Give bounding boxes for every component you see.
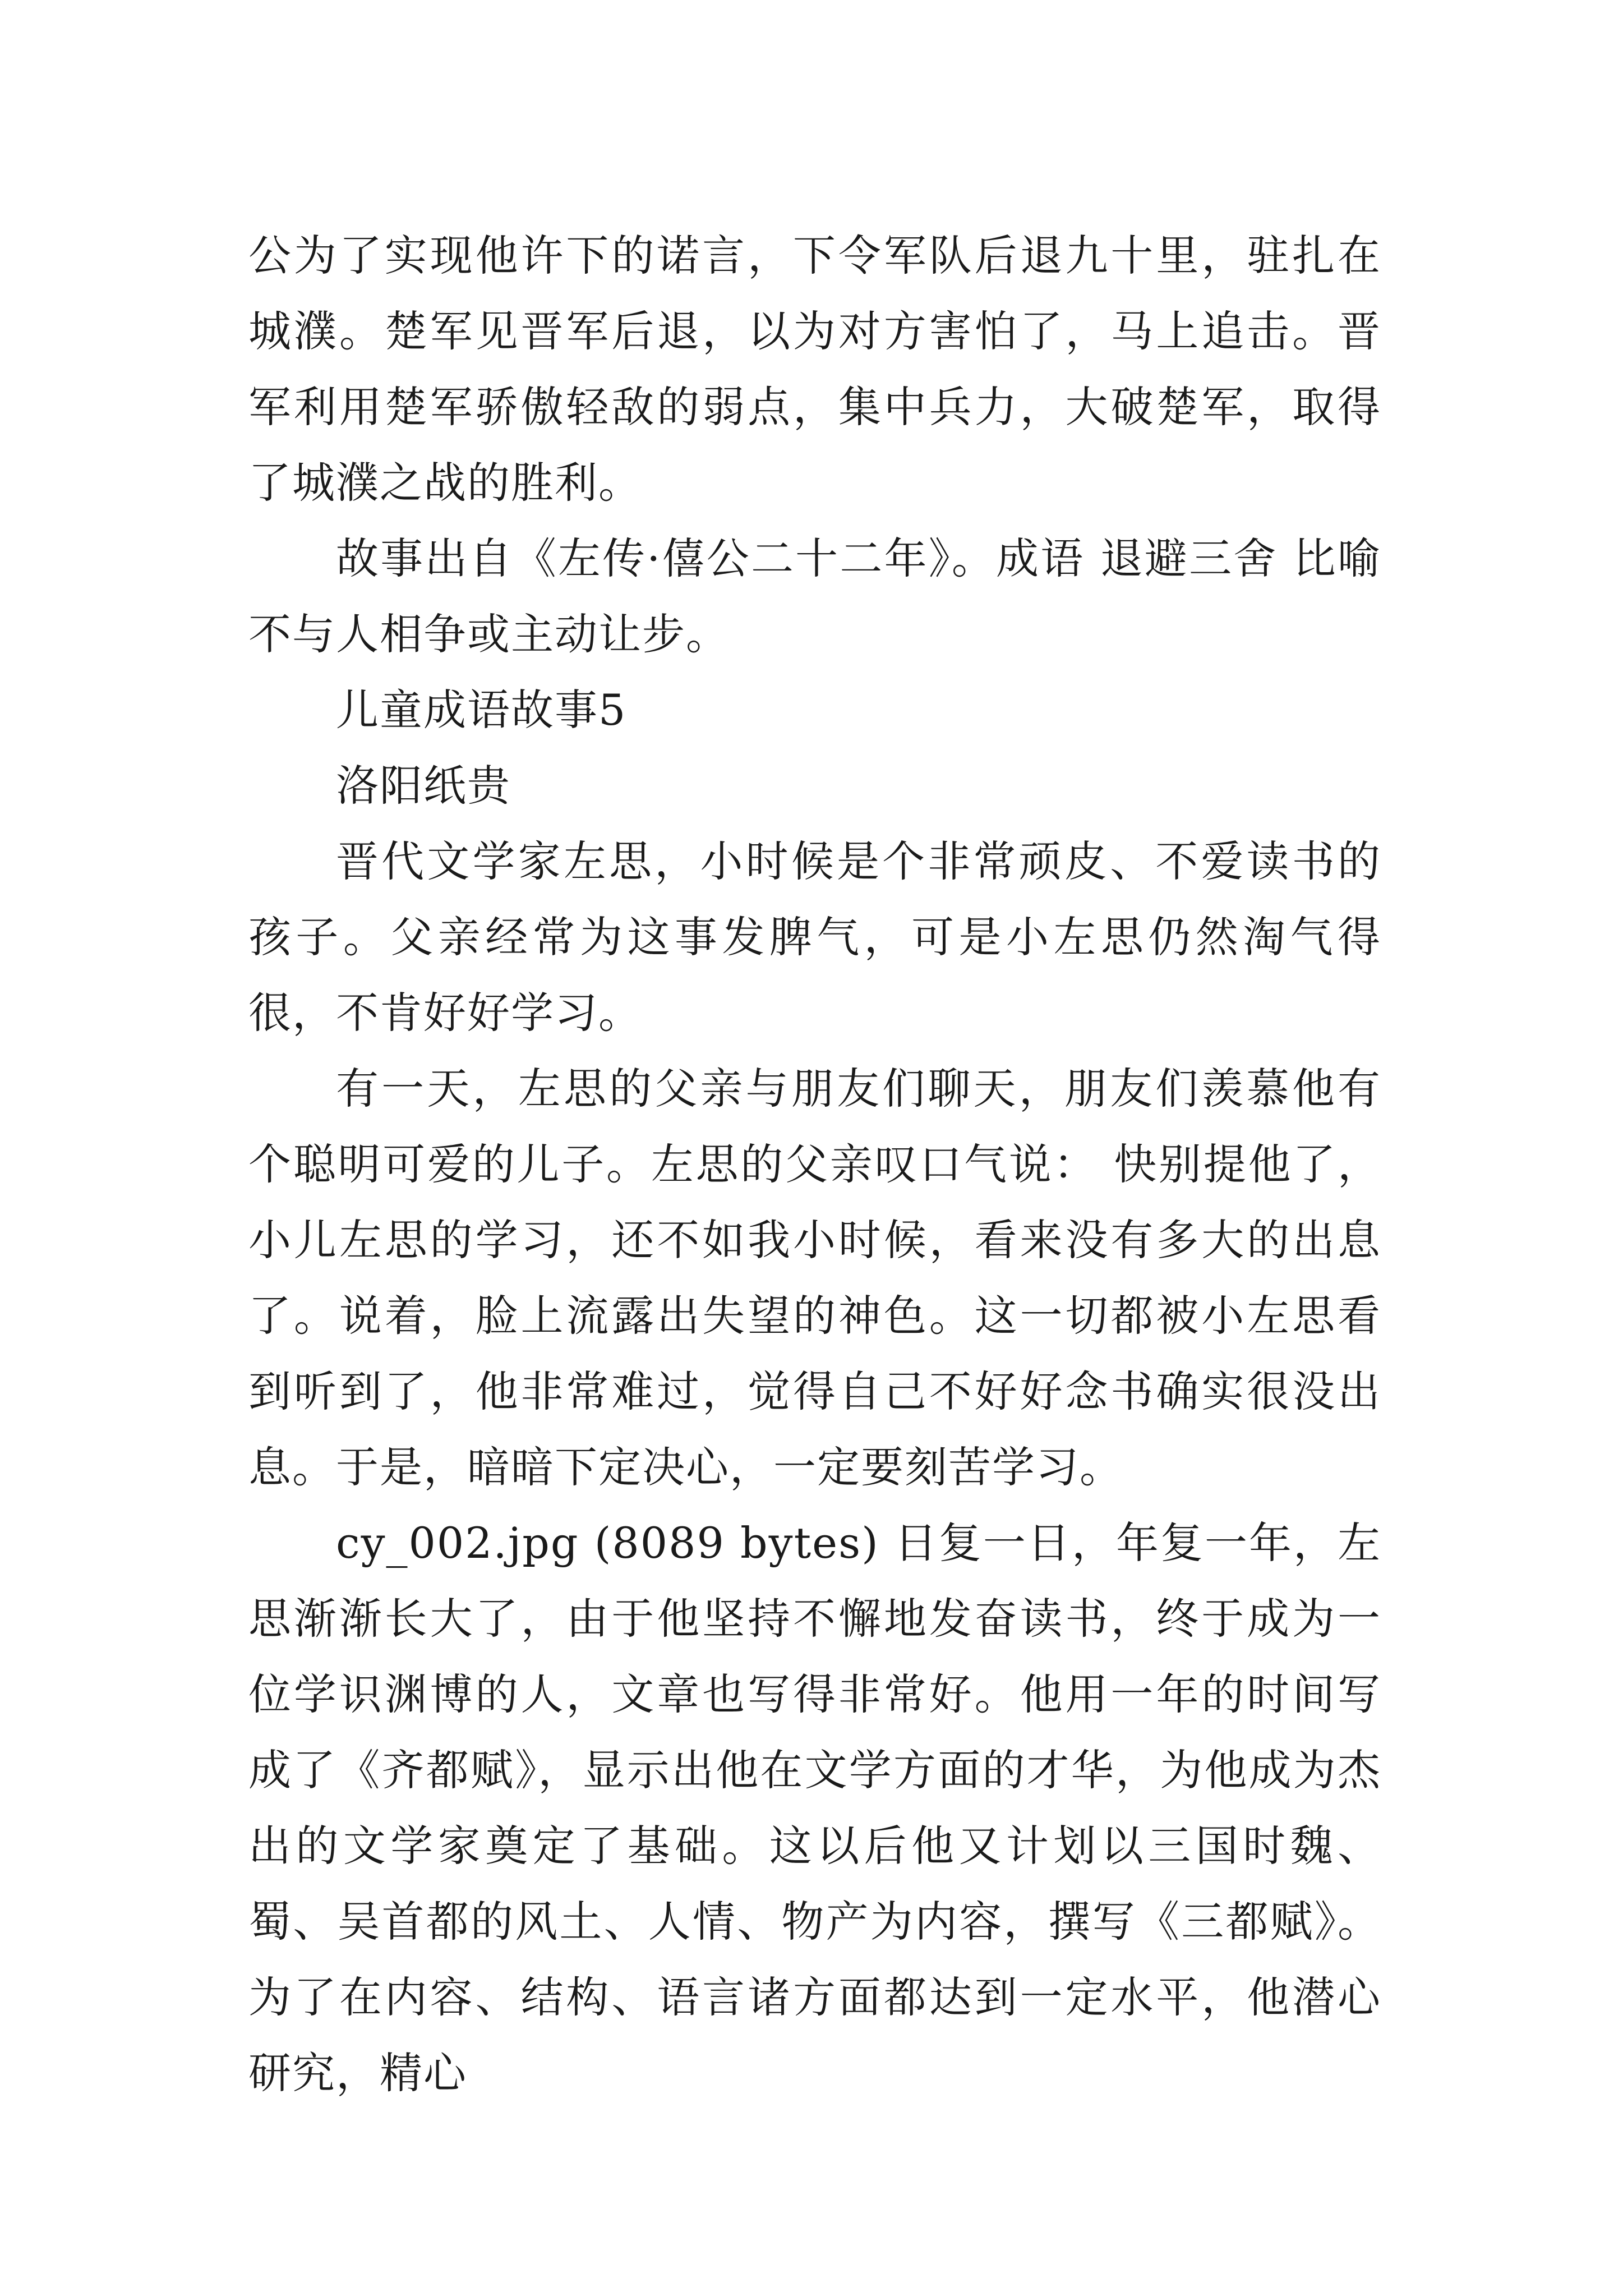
- section-heading: 儿童成语故事5: [336, 685, 627, 735]
- paragraph-continuation: 公为了实现他许下的诺言，下令军队后退九十里，驻扎在城濮。楚军见晋军后退，以为对方害怕了，马上追击。晋军利用楚军骄傲轻敌的弱点，集中兵力，大破楚军，取得了城濮之战的胜利。: [248, 231, 1381, 508]
- story-title: 洛阳纸贵: [336, 761, 511, 811]
- paragraph: 有一天，左思的父亲与朋友们聊天，朋友们羡慕他有个聪明可爱的儿子。左思的父亲叹口气说： 快别提他了，小儿左思的学习，还不如我小时候，看来没有多大的出息了。说着，脸上流露出失望的神色。这一切都被小左思看到听到了，他非常难过，觉得自己不好好念书确实很没出息。于是，暗暗下定决心，一定要刻苦学习。: [248, 1064, 1381, 1492]
- paragraph-idiom-origin: 故事出自《左传·僖公二十二年》。成语 退避三舍 比喻不与人相争或主动让步。: [248, 533, 1381, 659]
- document-body: [248, 218, 1381, 2111]
- paragraph: cy_002.jpg (8089 bytes) 日复一日，年复一年，左思渐渐长大了，由于他坚持不懈地发奋读书，终于成为一位学识渊博的人，文章也写得非常好。他用一年的时间写成了《齐都赋》，显示出他在文学方面的才华，为他成为杰出的文学家奠定了基础。这以后他又计划以三国时魏、蜀、吴首都的风土、人情、物产为内容，撰写《三都赋》。为了在内容、结构、语言诸方面都达到一定水平，他潜心研究，精心: [248, 1518, 1381, 2098]
- paragraph: 晋代文学家左思，小时候是个非常顽皮、不爱读书的孩子。父亲经常为这事发脾气，可是小左思仍然淘气得很，不肯好好学习。: [248, 836, 1381, 1038]
